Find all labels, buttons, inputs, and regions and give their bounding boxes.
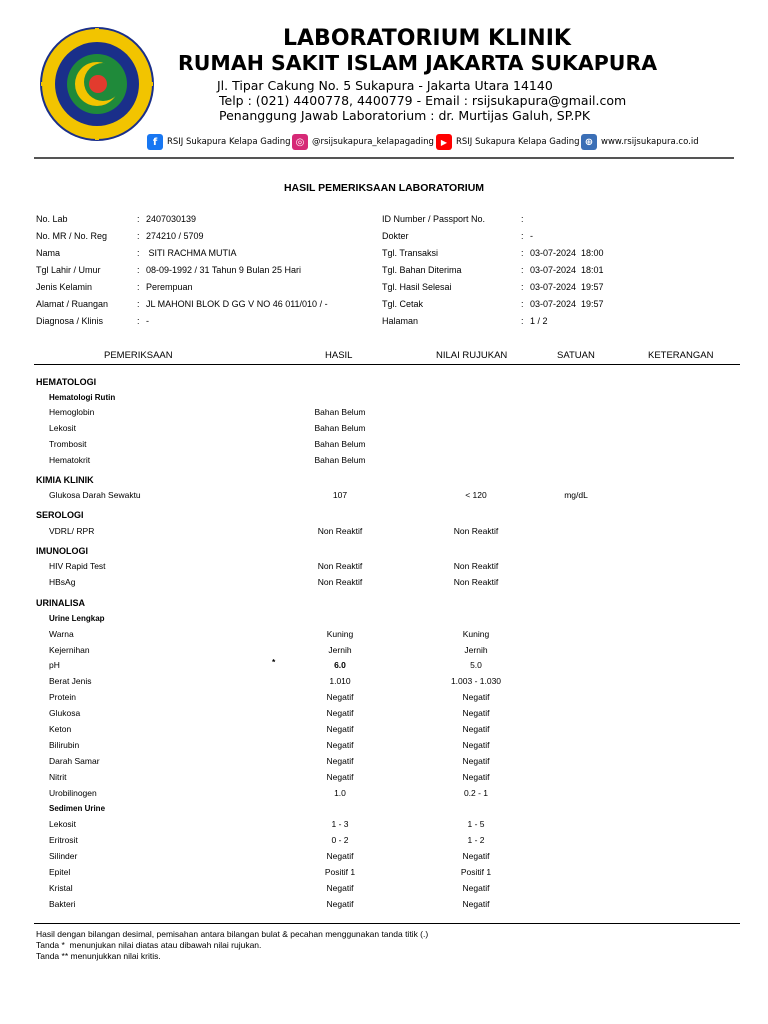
table-row: Epitel Positif 1 Positif 1 [49, 867, 492, 877]
info-label: Dokter [382, 231, 409, 241]
facebook-icon: f [147, 134, 163, 150]
info-label: Tgl. Bahan Diterima [382, 265, 462, 275]
abnormal-flag: * [272, 657, 276, 667]
info-label: Tgl. Cetak [382, 299, 424, 309]
footnote-decimal: Hasil dengan bilangan desimal, pemisahan antara bilangan bulat & pecahan menggunakan tanda titik (.) [36, 929, 429, 939]
table-row: Hemoglobin Bahan Belum [49, 407, 366, 417]
info-label: Tgl. Transaksi [382, 248, 439, 258]
table-row: Berat Jenis 1.010 1.003 - 1.030 [49, 676, 502, 686]
table-row: Keton Negatif Negatif [49, 724, 490, 734]
table-row: HBsAg Non Reaktif Non Reaktif [49, 577, 499, 587]
mr-number: 274210 / 5709 [146, 231, 204, 241]
info-label: Nama [36, 248, 61, 258]
social-instagram[interactable] [292, 133, 434, 151]
gender: Perempuan [146, 282, 193, 292]
instagram-label: @rsijsukapura_kelapagading [312, 137, 434, 147]
sample-received-date: 03-07-2024 18:01 [530, 265, 604, 275]
table-row: VDRL/ RPR Non Reaktif Non Reaktif [49, 526, 499, 536]
subsection-urine-lengkap: Urine Lengkap [49, 614, 105, 623]
info-label: Diagnosa / Klinis [36, 316, 104, 326]
info-label: Alamat / Ruangan [36, 299, 109, 309]
info-label: Tgl Lahir / Umur [36, 265, 101, 275]
table-row: Trombosit Bahan Belum [49, 439, 366, 449]
social-website[interactable] [581, 133, 699, 151]
table-bottom-divider [34, 923, 740, 924]
column-header-reference: NILAI RUJUKAN [436, 350, 508, 361]
hospital-title: RUMAH SAKIT ISLAM JAKARTA SUKAPURA [178, 51, 658, 75]
info-label: No. Lab [36, 214, 68, 224]
facebook-label: RSIJ Sukapura Kelapa Gading [167, 137, 291, 147]
section-hematologi: HEMATOLOGI [36, 377, 97, 387]
diagnosis: - [146, 316, 149, 326]
info-label: Halaman [382, 316, 419, 326]
column-header-unit: SATUAN [557, 350, 595, 361]
lab-title: LABORATORIUM KLINIK [283, 26, 571, 51]
patient-name: SITI RACHMA MUTIA [146, 248, 237, 258]
section-imunologi: IMUNOLOGI [36, 546, 88, 556]
table-row: Kristal Negatif Negatif [49, 883, 490, 893]
website-label: www.rsijsukapura.co.id [601, 137, 699, 147]
column-header-result: HASIL [325, 350, 353, 361]
section-urinalisa: URINALISA [36, 598, 85, 608]
hospital-logo-icon [38, 25, 156, 143]
table-row: Protein Negatif Negatif [49, 692, 490, 702]
table-row: Lekosit 1 - 3 1 - 5 [49, 819, 485, 829]
report-title: HASIL PEMERIKSAAN LABORATORIUM [283, 182, 485, 194]
subsection-hematologi-rutin: Hematologi Rutin [49, 393, 116, 402]
section-kimia-klinik: KIMIA KLINIK [36, 475, 94, 485]
table-row: Nitrit Negatif Negatif [49, 772, 490, 782]
birth-date-age: 08-09-1992 / 31 Tahun 9 Bulan 25 Hari [146, 265, 301, 275]
table-row: Glukosa Negatif Negatif [49, 708, 490, 718]
info-label: Jenis Kelamin [36, 282, 93, 292]
globe-icon: ⊕ [581, 134, 597, 150]
lab-number: 2407030139 [146, 214, 197, 224]
contact-line: Telp : (021) 4400778, 4400779 - Email : rsijsukapura@gmail.com [219, 93, 627, 108]
info-label: No. MR / No. Reg [36, 231, 108, 241]
doctor: - [530, 231, 533, 241]
subsection-sedimen-urine: Sedimen Urine [49, 804, 106, 813]
table-row: Silinder Negatif Negatif [49, 851, 490, 861]
social-facebook[interactable] [147, 133, 291, 151]
table-row: HIV Rapid Test Non Reaktif Non Reaktif [49, 561, 499, 571]
table-row: Hematokrit Bahan Belum [49, 455, 366, 465]
column-header-test: PEMERIKSAAN [104, 350, 173, 361]
info-label: Tgl. Hasil Selesai [382, 282, 452, 292]
print-date: 03-07-2024 19:57 [530, 299, 604, 309]
table-row: Kejernihan Jernih Jernih [49, 645, 488, 655]
table-row: Warna Kuning Kuning [49, 629, 490, 639]
header-divider [34, 157, 734, 159]
table-header-divider [34, 364, 740, 365]
address-room: JL MAHONI BLOK D GG V NO 46 011/010 / - [146, 299, 328, 309]
section-serologi: SEROLOGI [36, 510, 84, 520]
table-row: Glukosa Darah Sewaktu 107 < 120 mg/dL [49, 490, 588, 500]
table-row: pH * 6.0 5.0 [49, 657, 482, 670]
social-youtube[interactable] [436, 133, 580, 151]
page-number: 1 / 2 [530, 316, 548, 326]
table-row: Bilirubin Negatif Negatif [49, 740, 490, 750]
youtube-label: RSIJ Sukapura Kelapa Gading [456, 137, 580, 147]
table-row: Urobilinogen 1.0 0.2 - 1 [49, 788, 489, 798]
table-row: Bakteri Negatif Negatif [49, 899, 490, 909]
instagram-icon: ◎ [292, 134, 308, 150]
responsible-doctor: Penanggung Jawab Laboratorium : dr. Murtijas Galuh, SP.PK [219, 108, 591, 123]
table-row: Darah Samar Negatif Negatif [49, 756, 490, 766]
table-row: Eritrosit 0 - 2 1 - 2 [49, 835, 485, 845]
table-row: Lekosit Bahan Belum [49, 423, 366, 433]
transaction-date: 03-07-2024 18:00 [530, 248, 604, 258]
footnote-abnormal: Tanda * menunjukan nilai diatas atau dibawah nilai rujukan. [36, 940, 262, 950]
footnote-critical: Tanda ** menunjukkan nilai kritis. [36, 951, 161, 961]
address: Jl. Tipar Cakung No. 5 Sukapura - Jakarta Utara 14140 [217, 78, 553, 93]
youtube-icon: ▶ [436, 134, 452, 150]
result-finished-date: 03-07-2024 19:57 [530, 282, 604, 292]
info-label: ID Number / Passport No. [382, 214, 486, 224]
column-header-note: KETERANGAN [648, 350, 714, 361]
